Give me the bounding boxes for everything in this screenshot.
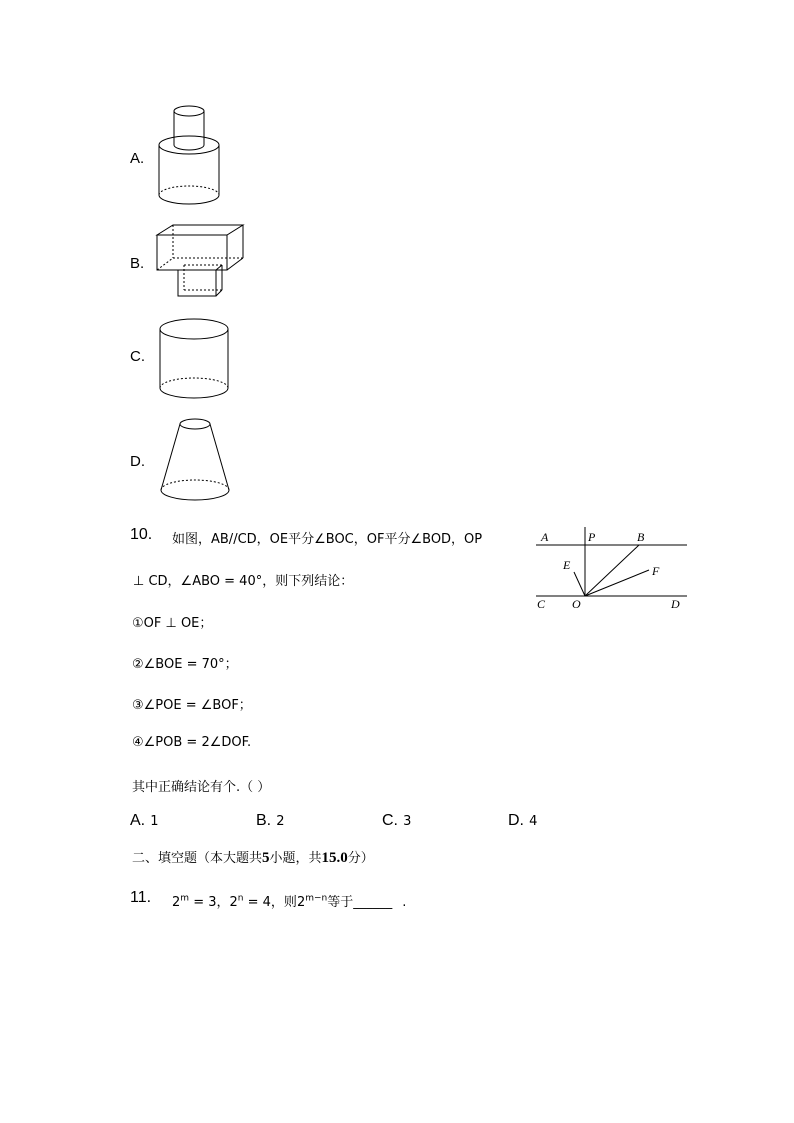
label-c: C: [537, 597, 546, 611]
statement-2: ②∠BOE = 70°；: [132, 657, 238, 672]
question-10-line1: 如图，AB//CD，OE平分∠BOC，OF平分∠BOD，OP: [172, 532, 483, 547]
answer-b[interactable]: B. 2: [256, 812, 285, 829]
option-a-label: A.: [130, 150, 145, 167]
answer-a[interactable]: A. 1: [130, 812, 159, 829]
option-c-label: C.: [130, 348, 145, 365]
label-d: D: [671, 597, 680, 611]
label-o: O: [572, 597, 581, 611]
section-2-heading: 二、填空题（本大题共5小题，共15.0分）: [132, 850, 374, 866]
answer-c[interactable]: C. 3: [382, 812, 412, 829]
option-a-figure: [155, 100, 225, 210]
option-d-label: D.: [130, 453, 145, 470]
statement-1: ①OF ⊥ OE；: [132, 616, 213, 631]
label-e: E: [563, 558, 571, 572]
label-b: B: [637, 530, 645, 544]
question-10-line2: ⊥ CD，∠ABO = 40°，则下列结论：: [133, 574, 354, 589]
question-11-number: 11.: [130, 889, 152, 906]
question-10-figure: [530, 525, 695, 615]
answer-d[interactable]: D. 4: [508, 812, 538, 829]
label-a: A: [541, 530, 549, 544]
answer-choices: [130, 810, 570, 834]
option-b-label: B.: [130, 255, 145, 272]
answer-blank[interactable]: ______: [353, 895, 393, 910]
option-d-figure: [155, 415, 235, 505]
statement-4: ④∠POB = 2∠DOF.: [132, 735, 252, 750]
label-f: F: [652, 564, 660, 578]
question-10-number: 10.: [130, 526, 153, 543]
question-10-prompt: 其中正确结论有个.（ ）: [132, 780, 271, 795]
label-p: P: [588, 530, 596, 544]
statement-3: ③∠POE = ∠BOF；: [132, 698, 252, 713]
option-c-figure: [155, 318, 235, 400]
option-b-figure: [150, 220, 250, 300]
question-11-text: $2^m = 3$，$2^n = 4$，则$2^{m-n}$等于______ .: [172, 893, 407, 910]
